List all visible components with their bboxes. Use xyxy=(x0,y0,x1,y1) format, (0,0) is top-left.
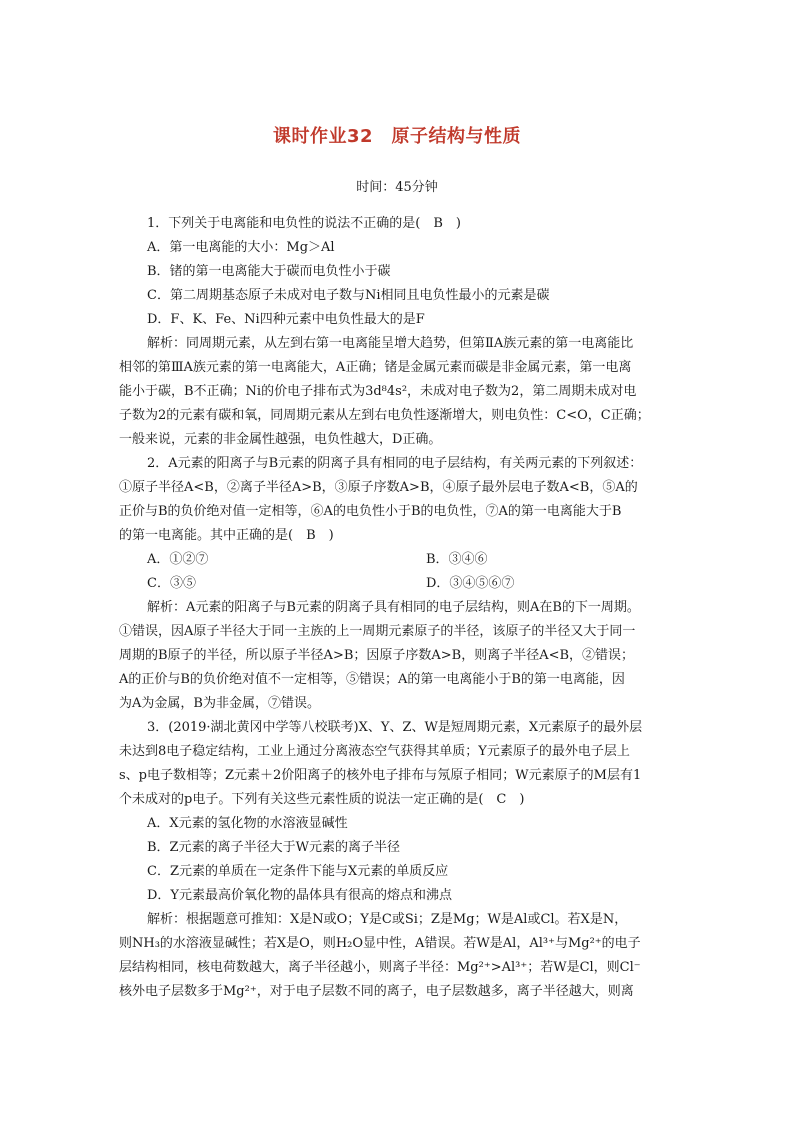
q1-option-b: B．锗的第一电离能大于碳而电负性小于碳 xyxy=(147,264,391,279)
q1-analysis-line: 一般来说，元素的非金属性越强，电负性越大，D正确。 xyxy=(119,432,442,447)
q2-stem-line: 正价与B的负价绝对值一定相等，⑥A的电负性小于B的电负性，⑦A的第一电离能大于B xyxy=(119,504,622,519)
q2-analysis-line: A的正价与B的负价绝对值不一定相等，⑤错误；A的第一电离能小于B的第一电离能，因 xyxy=(119,672,625,687)
q1-analysis-line: 相邻的第ⅢA族元素的第一电离能大，A正确；锗是金属元素而碳是非金属元素，第一电离 xyxy=(119,360,632,375)
page-title: 课时作业32 原子结构与性质 xyxy=(272,126,522,147)
q2-analysis-line: ①错误，因A原子半径大于同一主族的上一周期元素原子的半径，该原子的半径又大于同一 xyxy=(119,624,636,639)
q1-analysis-line: 子数为2的元素有碳和氧，同周期元素从左到右电负性逐渐增大，则电负性：C<O，C正确； xyxy=(119,408,650,423)
q2-option-d: D．③④⑤⑥⑦ xyxy=(426,576,515,591)
q1-stem: 1．下列关于电离能和电负性的说法不正确的是( B ) xyxy=(147,216,461,231)
q1-option-d: D．F、K、Fe、Ni四种元素中电负性最大的是F xyxy=(147,312,425,327)
q3-analysis-line: 层结构相同，核电荷数越大，离子半径越小，则离子半径：Mg²⁺>Al³⁺；若W是Cl，则Cl⁻ xyxy=(119,960,641,975)
q3-option-b: B．Z元素的离子半径大于W元素的离子半径 xyxy=(147,840,400,855)
q2-stem-line: 2．A元素的阳离子与B元素的阴离子具有相同的电子层结构，有关两元素的下列叙述： xyxy=(147,456,643,471)
q3-analysis-line: 解析：根据题意可推知：X是N或O；Y是C或Si；Z是Mg；W是Al或Cl。若X是N， xyxy=(147,912,628,927)
q1-option-c: C．第二周期基态原子未成对电子数与Ni相同且电负性最小的元素是碳 xyxy=(147,288,550,303)
q2-option-b: B．③④⑥ xyxy=(426,552,488,567)
q3-option-a: A．X元素的氢化物的水溶液显碱性 xyxy=(147,816,348,831)
q3-option-d: D．Y元素最高价氧化物的晶体具有很高的熔点和沸点 xyxy=(147,888,453,903)
q3-analysis-line: 则NH₃的水溶液显碱性；若X是O，则H₂O显中性，A错误。若W是Al，Al³⁺与Mg²⁺的电子 xyxy=(119,936,641,951)
q2-stem-line: 的第一电离能。其中正确的是( B ) xyxy=(119,528,334,543)
q2-analysis-line: 解析：A元素的阳离子与B元素的阴离子具有相同的电子层结构，则A在B的下一周期。 xyxy=(147,600,640,615)
q3-stem-line: 3．(2019·湖北黄冈中学等八校联考)X、Y、Z、W是短周期元素，X元素原子的最外层 xyxy=(147,720,643,735)
q1-analysis-line: 能小于碳，B不正确；Ni的价电子排布式为3d⁸4s²，未成对电子数为2，第二周期未成对电 xyxy=(119,384,637,399)
q2-option-a: A．①②⑦ xyxy=(147,552,209,567)
q1-option-a: A．第一电离能的大小：Mg＞Al xyxy=(147,240,335,255)
q1-analysis-line: 解析：同周期元素，从左到右第一电离能呈增大趋势，但第ⅡA族元素的第一电离能比 xyxy=(147,336,634,351)
q3-stem-line: 未达到8电子稳定结构，工业上通过分离液态空气获得其单质；Y元素原子的最外电子层上 xyxy=(119,744,630,759)
q2-analysis-line: 周期的B原子的半径，所以原子半径A>B；因原子序数A>B，则离子半径A<B，②错误； xyxy=(119,648,635,663)
q3-stem-line: 个未成对的p电子。下列有关这些元素性质的说法一定正确的是( C ) xyxy=(119,792,525,807)
q2-options-row xyxy=(119,548,675,572)
q2-stem-line: ①原子半径A<B，②离子半径A>B，③原子序数A>B，④原子最外层电子数A<B，⑤A的 xyxy=(119,480,638,495)
q3-analysis-line: 核外电子层数多于Mg²⁺，对于电子层数不同的离子，电子层数越多，离子半径越大，则离 xyxy=(119,984,634,999)
q3-stem-line: s、p电子数相等；Z元素＋2价阳离子的核外电子排布与氖原子相同；W元素原子的M层有1 xyxy=(119,768,642,783)
q2-analysis-line: 为A为金属，B为非金属，⑦错误。 xyxy=(119,696,320,711)
time-limit: 时间：45分钟 xyxy=(356,180,438,195)
q2-option-c: C．③⑤ xyxy=(147,576,196,591)
content-body xyxy=(119,212,675,1004)
q3-option-c: C．Z元素的单质在一定条件下能与X元素的单质反应 xyxy=(147,864,449,879)
q2-options-row xyxy=(119,572,675,596)
